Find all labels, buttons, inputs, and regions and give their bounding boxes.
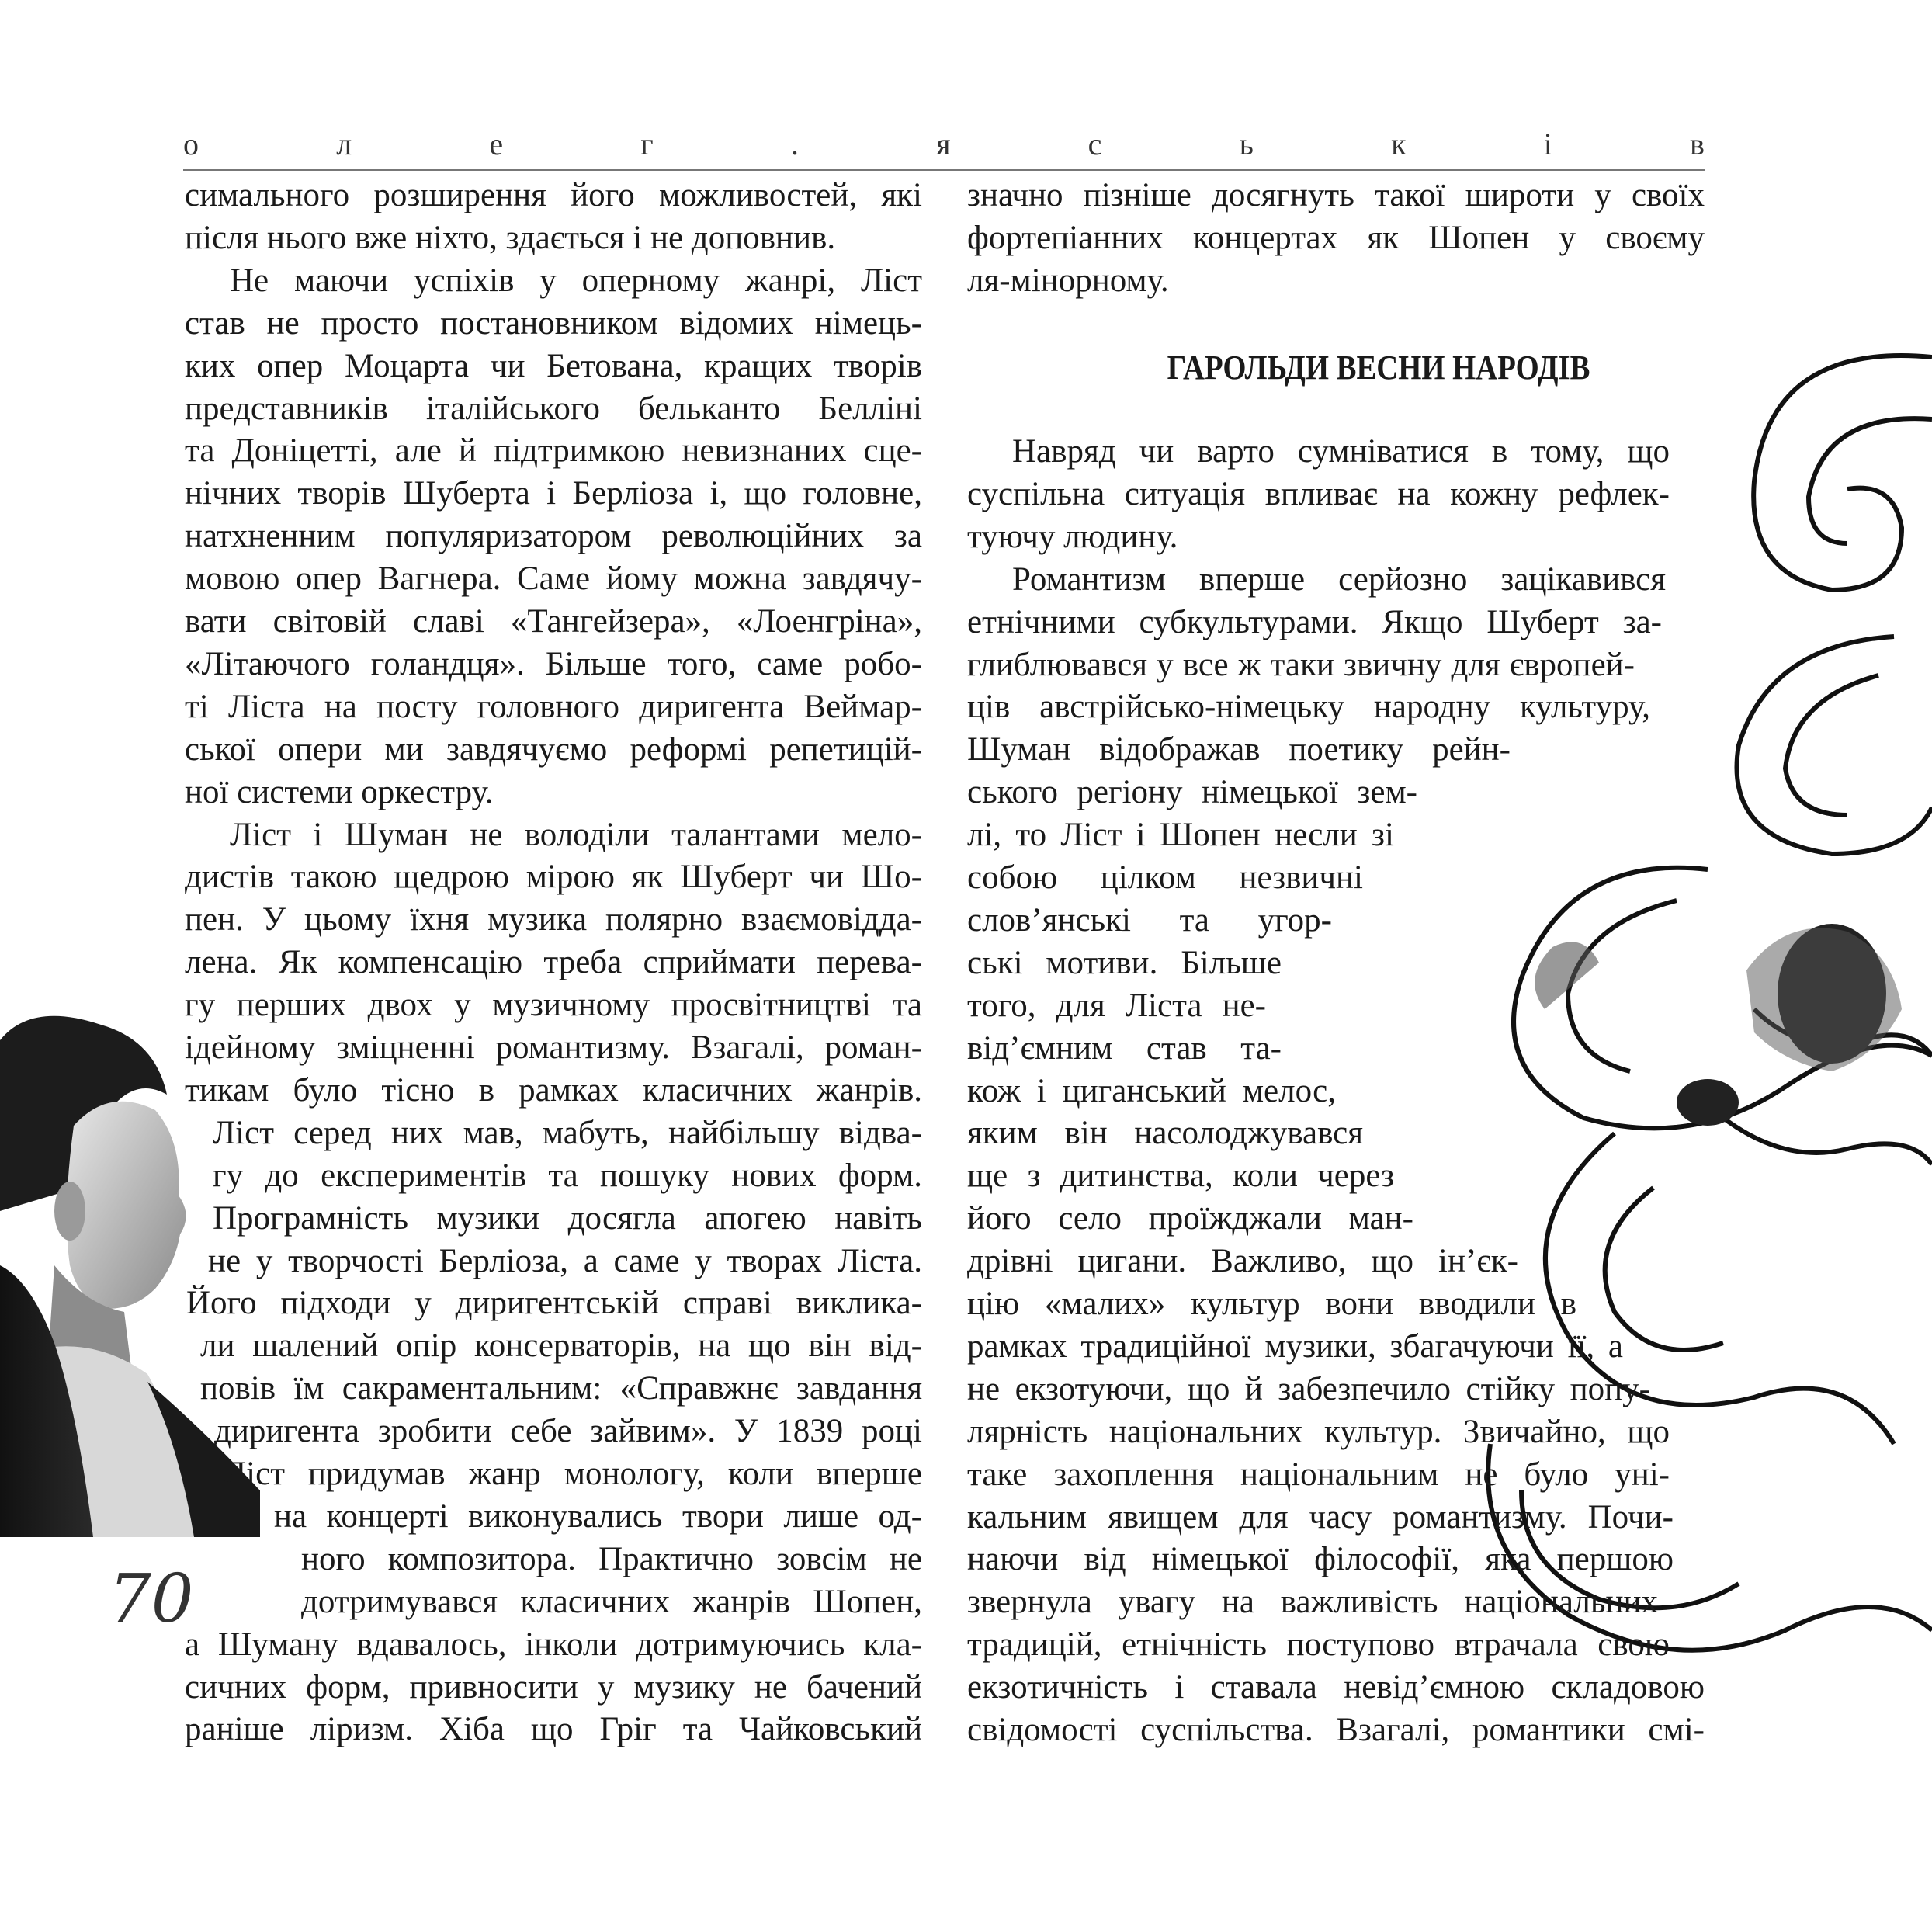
text-line: лярність національних культур. Звичайно, що [967,1413,1670,1450]
text-line: кальним явищем для часу романтизму. Почи- [967,1498,1674,1536]
header-letter: я [936,127,951,161]
text-line: диригента зробити себе зайвим». У 1839 році [214,1413,922,1450]
text-line: Ліст серед них мав, мабуть, найбільшу відва- [213,1114,922,1151]
text-line: на концерті виконувались твори лише од- [274,1497,922,1535]
text-line: лі, то Ліст і Шопен несли зі [967,817,1394,854]
header-letter: в [1690,127,1705,161]
text-line: ли шалений опір консерваторів, на що він від- [200,1327,922,1365]
header-letter: с [1087,127,1102,161]
text-line: яким він насолоджувався [967,1115,1363,1152]
text-line: дрівні цигани. Важливо, що ін’єк- [967,1243,1518,1280]
text-line: значно пізніше досягнуть такої широти у своїх [967,177,1705,213]
running-header [183,126,1705,160]
text-line: повів їм сакраментальним: «Справжнє завдання [200,1370,922,1407]
text-line: вати світовій славі «Тангейзера», «Лоенгріна», [185,603,922,640]
text-line: Навряд чи варто сумніватися в тому, що [1012,433,1670,470]
header-letter: е [489,127,504,161]
text-line: ські мотиви. Більше [967,944,1282,981]
header-letter: к [1391,127,1407,161]
page-number: 70 [109,1560,194,1638]
text-line: кож і циганський мелос, [967,1072,1336,1109]
text-line: представників італійського бельканто Белліні [185,390,922,427]
text-line: ті Ліста на посту головного диригента Веймар- [185,688,922,725]
text-line: слов’янські та угор- [967,901,1332,939]
text-line: Програмність музики досягла апогею навіть [213,1199,922,1237]
text-line: Ліст і Шуман не володіли талантами мело- [230,816,922,853]
text-line: гу перших двох у музичному просвітництві та [185,987,922,1024]
text-line: традицій, етнічність поступово втрачала свою [967,1626,1670,1664]
header-letter: г [640,127,654,161]
text-line: Не маючи успіхів у оперному жанрі, Ліст [230,262,922,299]
header-letter: о [183,127,199,161]
text-line: натхненним популяризатором революційних за [185,518,922,555]
text-line: рамках традиційної музики, збагачуючи її, а [967,1327,1623,1365]
text-line: нічних творів Шуберта і Берліоза і, що головне, [185,475,922,512]
text-line: ля-мінорному. [967,262,1169,299]
text-line: після нього вже ніхто, здається і не доповнив. [185,219,836,256]
section-heading: ГАРОЛЬДИ ВЕСНИ НАРОДІВ [1167,349,1590,387]
header-letter: . [790,127,799,161]
text-line: суспільна ситуація впливає на кожну рефлек- [967,475,1670,512]
text-line: Його підходи у диригентській справі виклика- [186,1285,922,1322]
header-rule [183,169,1705,171]
left-column [185,175,922,1758]
text-line: глиблювався у все ж таки звичну для європей- [967,646,1635,683]
header-letter: ь [1239,127,1254,161]
text-line: Романтизм вперше серйозно зацікавився [1012,560,1666,598]
text-line: екзотичність і ставала невід’ємною складовою [967,1669,1705,1706]
text-line: мовою опер Вагнера. Саме йому можна завдячу- [185,560,922,598]
text-line: ної системи оркестру. [185,773,494,810]
text-line: етнічними субкультурами. Якщо Шуберт за- [967,603,1662,640]
text-line: собою цілком незвичні [967,859,1363,896]
text-line: звернула увагу на важливість національних [967,1584,1658,1621]
text-line: не у творчості Берліоза, а саме у творах Ліста. [208,1242,922,1279]
text-line: Шуман відображав поетику рейн- [967,731,1511,769]
text-line: дистів такою щедрою мірою як Шуберт чи Шо- [185,859,922,896]
text-line: став не просто постановником відомих німець- [185,304,922,342]
text-line: Ліст придумав жанр монологу, коли вперше [224,1456,922,1492]
text-line: ких опер Моцарта чи Бетована, кращих творів [185,347,922,384]
text-line: та Доніцетті, але й підтримкою невизнаних сце- [185,432,922,470]
text-line: тикам було тісно в рамках класичних жанрів. [185,1071,922,1109]
text-line: симального розширення його можливостей, які [185,177,922,213]
text-line: ще з дитинства, коли через [967,1157,1394,1195]
text-line: наючи від німецької філософії, яка першою [967,1541,1674,1578]
text-line: ного композитора. Практично зовсім не [301,1540,922,1577]
header-letter: і [1543,127,1552,161]
text-line: пен. У цьому їхня музика полярно взаємовідда- [185,901,922,939]
text-line: таке захоплення національним не було уні- [967,1456,1670,1493]
text-line: цію «малих» культур вони вводили в [967,1286,1576,1322]
text-line: свідомості суспільства. Взагалі, романтики смі- [967,1712,1705,1748]
text-line: туючу людину. [967,518,1178,555]
text-line: лена. Як компенсацію треба сприймати перева- [185,944,922,981]
right-column [967,175,1743,1758]
text-line: його село проїжджали ман- [967,1200,1413,1237]
text-line: гу до експериментів та пошуку нових форм. [213,1157,922,1194]
text-line: раніше ліризм. Хіба що Гріг та Чайковський [185,1711,922,1748]
text-line: а Шуману вдавалось, інколи дотримуючись кла- [185,1626,922,1663]
text-line: від’ємним став та- [967,1029,1282,1067]
text-line: сичних форм, привносити у музику не бачений [185,1668,922,1706]
text-line: «Літаючого голандця». Більше того, саме робо- [185,645,922,682]
text-line: ської опери ми завдячуємо реформі репетицій- [185,730,922,768]
text-line: фортепіанних концертах як Шопен у своєму [967,219,1705,256]
text-line: ців австрійсько-німецьку народну культуру, [967,689,1650,726]
text-line: не екзотуючи, що й забезпечило стійку попу- [967,1370,1650,1407]
text-line: дотримувався класичних жанрів Шопен, [301,1583,922,1620]
text-line: ідейному зміцненні романтизму. Взагалі, роман- [185,1029,922,1066]
header-letter: л [336,127,352,161]
text-line: ського регіону німецької зем- [967,774,1417,811]
text-line: того, для Ліста не- [967,987,1266,1024]
